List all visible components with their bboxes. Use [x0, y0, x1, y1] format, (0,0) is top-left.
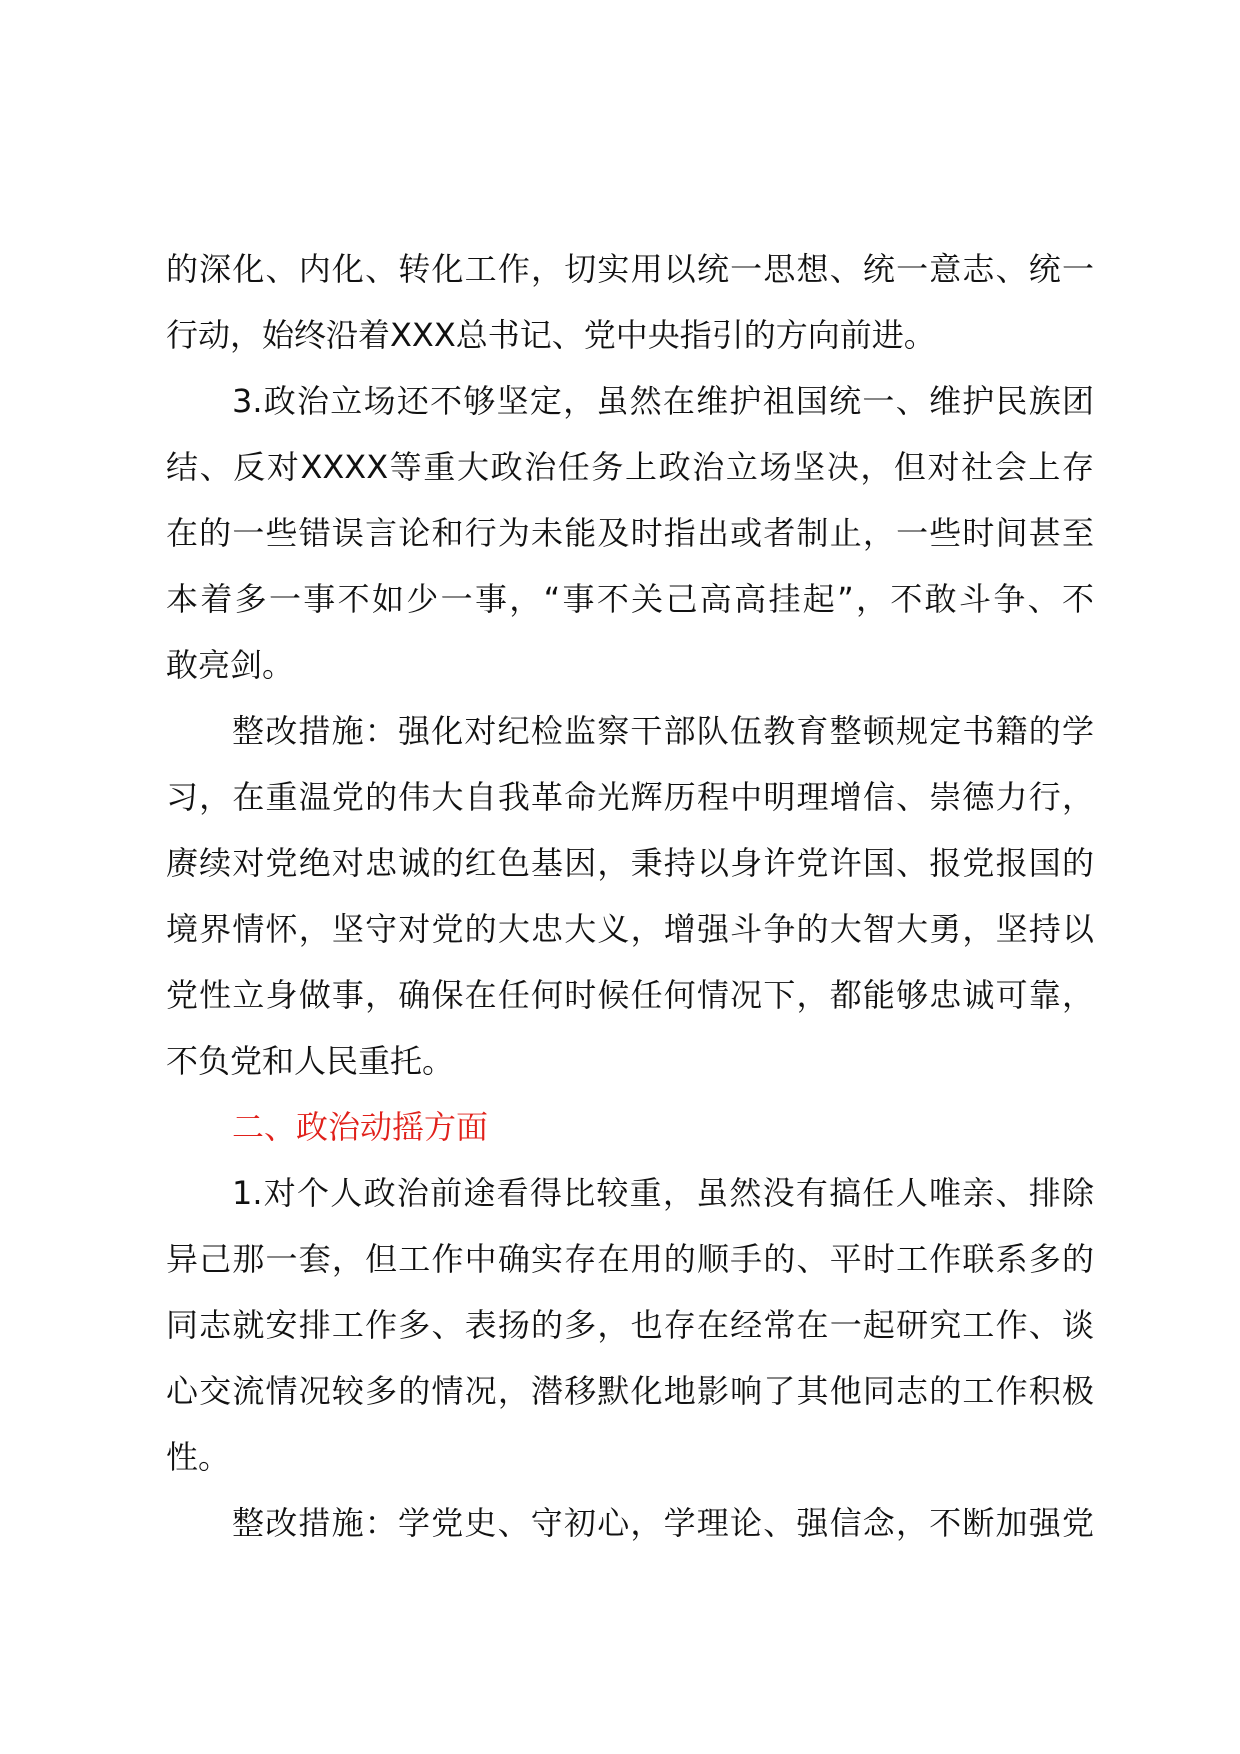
paragraph-rectification-measures [166, 698, 1094, 1094]
text-line: 本着多一事不如少一事，“事不关己高高挂起”，不敢斗争、不 [166, 580, 1094, 618]
document-body [166, 236, 1094, 1556]
text-line: 习，在重温党的伟大自我革命光辉历程中明理增信、崇德力行， [166, 778, 1094, 816]
text-line: 1.对个人政治前途看得比较重，虽然没有搞任人唯亲、排除 [232, 1174, 1094, 1212]
text-line: 结、反对XXXX等重大政治任务上政治立场坚决，但对社会上存 [166, 448, 1094, 486]
text-line: 的深化、内化、转化工作，切实用以统一思想、统一意志、统一 [166, 250, 1094, 288]
text-line: 3.政治立场还不够坚定，虽然在维护祖国统一、维护民族团 [232, 382, 1094, 420]
text-line: 整改措施：强化对纪检监察干部队伍教育整顿规定书籍的学 [232, 712, 1094, 750]
text-line: 行动，始终沿着XXX总书记、党中央指引的方向前进。 [166, 316, 936, 354]
text-line: 在的一些错误言论和行为未能及时指出或者制止，一些时间甚至 [166, 514, 1094, 552]
paragraph-political-future [166, 1160, 1094, 1490]
text-line: 敢亮剑。 [166, 646, 295, 684]
text-line: 党性立身做事，确保在任何时候任何情况下，都能够忠诚可靠， [166, 976, 1094, 1014]
text-line: 心交流情况较多的情况，潜移默化地影响了其他同志的工作积极 [166, 1372, 1094, 1410]
text-line: 不负党和人民重托。 [166, 1042, 455, 1080]
text-line: 异己那一套，但工作中确实存在用的顺手的、平时工作联系多的 [166, 1240, 1094, 1278]
text-line: 整改措施：学党史、守初心，学理论、强信念，不断加强党 [232, 1504, 1094, 1542]
paragraph-rectification-measures-2 [166, 1490, 1094, 1556]
text-line: 性。 [166, 1438, 231, 1476]
text-line: 境界情怀，坚守对党的大忠大义，增强斗争的大智大勇，坚持以 [166, 910, 1094, 948]
paragraph-political-stance [166, 368, 1094, 698]
section-heading-text: 二、政治动摇方面 [232, 1108, 489, 1146]
text-line: 赓续对党绝对忠诚的红色基因，秉持以身许党许国、报党报国的 [166, 844, 1094, 882]
paragraph-continuation [166, 236, 1094, 368]
text-line: 同志就安排工作多、表扬的多，也存在经常在一起研究工作、谈 [166, 1306, 1094, 1344]
section-heading [166, 1094, 1094, 1160]
